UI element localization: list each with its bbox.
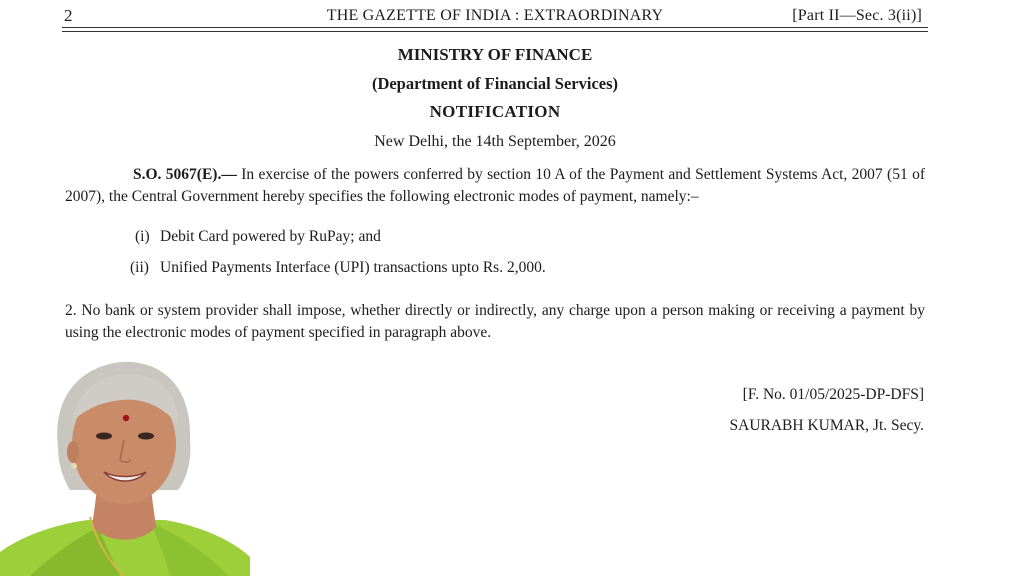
list-numeral: (ii) <box>130 259 149 276</box>
page-number: 2 <box>64 6 73 25</box>
ear <box>67 441 79 463</box>
list-text: Debit Card powered by RuPay; and <box>160 228 381 245</box>
gazette-header <box>62 4 928 28</box>
date-line: New Delhi, the 14th September, 2026 <box>374 133 616 150</box>
file-number: [F. No. 01/05/2025-DP-DFS] <box>742 386 924 403</box>
earring <box>71 463 77 469</box>
so-number: S.O. 5067(E).— <box>133 166 237 183</box>
ministry-heading: MINISTRY OF FINANCE <box>397 45 593 64</box>
notification-heading: NOTIFICATION <box>429 102 561 121</box>
right-eye <box>138 433 154 440</box>
portrait-photo <box>0 352 250 576</box>
left-eye <box>96 433 112 440</box>
list-numeral: (i) <box>135 228 150 245</box>
header-rule-top <box>62 27 928 28</box>
signatory: SAURABH KUMAR, Jt. Secy. <box>729 417 924 434</box>
list-item <box>130 228 381 246</box>
paragraph-2: 2. No bank or system provider shall impose, whether directly or indirectly, any charge upon a person making or receiving a payment by using the electronic modes of payment specified in paragraph above. <box>65 302 925 341</box>
bindi <box>123 415 129 421</box>
paragraph-1-text: In exercise of the powers conferred by section 10 A of the Payment and Settlement Systems Act, 2007 (51 of 2007), the Central Government hereby specifies the following electronic modes of payment, namely:– <box>65 166 926 205</box>
paragraph-1 <box>65 164 925 208</box>
part-section: [Part II—Sec. 3(ii)] <box>792 7 922 24</box>
header-rule-bottom <box>62 31 928 32</box>
list-item <box>130 259 546 277</box>
list-text: Unified Payments Interface (UPI) transactions upto Rs. 2,000. <box>160 259 546 276</box>
gazette-title: THE GAZETTE OF INDIA : EXTRAORDINARY <box>326 7 664 24</box>
department-heading: (Department of Financial Services) <box>371 74 619 93</box>
